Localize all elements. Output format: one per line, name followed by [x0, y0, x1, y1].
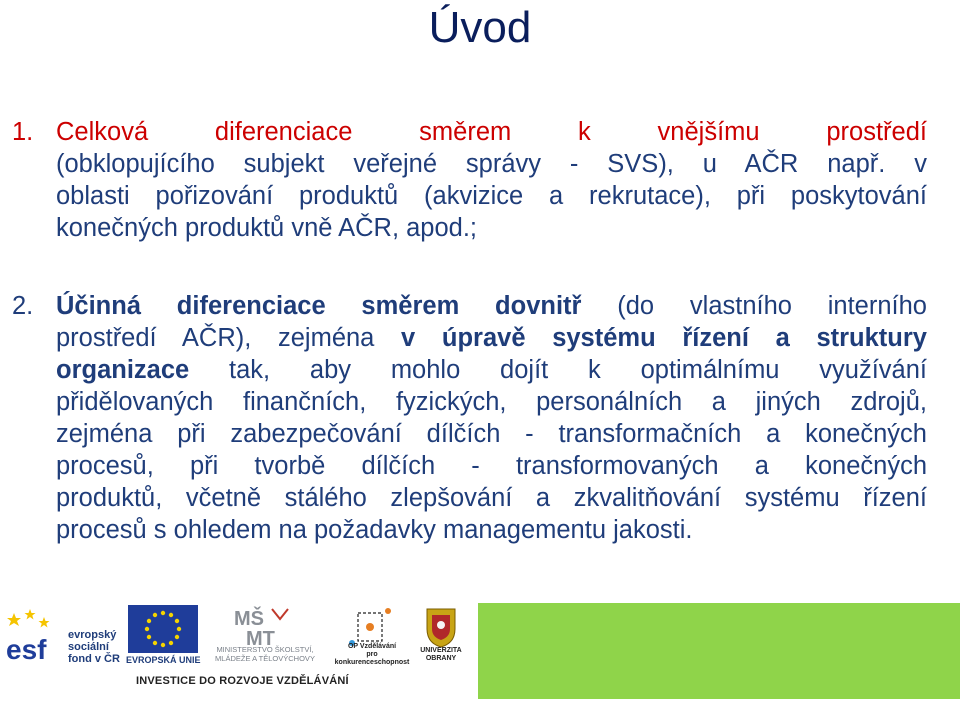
footer-logo-strip [0, 601, 960, 701]
svg-text:MT: MT [246, 628, 275, 649]
item2-line2: prostředí AČR), zejména v úpravě systému řízení a struktury [56, 324, 927, 352]
item1-line2: (obklopujícího subjekt veřejné správy - SVS), u AČR např. v [56, 150, 927, 178]
item2-line4: přidělovaných finančních, fyzických, personálních a jiných zdrojů, [56, 388, 927, 416]
list-item-1 [12, 116, 927, 244]
page-title: Úvod [428, 3, 532, 52]
op-label: OP Vzdělávání pro konkurenceschopnost [334, 643, 410, 666]
esf-logo-icon [4, 607, 62, 665]
item2-bold1: Účinná diferenciace směrem dovnitř [56, 292, 582, 320]
msmt-label: MINISTERSTVO ŠKOLSTVÍ, MLÁDEŽE A TĚLOVÝCHOVY [215, 645, 315, 663]
university-crest-icon [424, 605, 458, 649]
item2-line3: organizace tak, aby mohlo dojít k optimálnímu využívání [56, 356, 927, 384]
item2-number: 2. [12, 292, 34, 320]
list-item-2 [12, 290, 927, 546]
svg-text:esf: esf [6, 634, 47, 665]
esf-label: evropský sociální fond v ČR [68, 629, 120, 665]
item2-line1: 2. Účinná diferenciace směrem dovnitř (do vlastního interního [12, 292, 927, 320]
item1-number: 1. [12, 118, 34, 146]
university-label: UNIVERZITA OBRANY [420, 647, 462, 662]
green-bar [478, 603, 960, 699]
logo-bar [0, 601, 478, 701]
eu-label: EVROPSKÁ UNIE [126, 655, 201, 665]
eu-flag-icon [128, 605, 198, 653]
item2-bold3: organizace [56, 356, 190, 384]
item2-bold2: v úpravě systému řízení a struktury [401, 324, 927, 352]
item1-line1: 1. Celková diferenciace směrem k vnějšímu prostředí [12, 118, 927, 146]
item2-line7: produktů, včetně stálého zlepšování a zkvalitňování systému řízení [56, 484, 927, 512]
item2-line6: procesů, při tvorbě dílčích - transformovaných a konečných [56, 452, 927, 480]
svg-text:MŠ: MŠ [234, 608, 264, 630]
msmt-logo-icon [232, 605, 298, 649]
invest-label: INVESTICE DO ROZVOJE VZDĚLÁVÁNÍ [136, 675, 349, 687]
item1-line3: oblasti pořizování produktů (akvizice a rekrutace), při poskytování [56, 182, 927, 210]
item1-line4: konečných produktů vně AČR, apod.; [56, 214, 478, 242]
item2-line8: procesů s ohledem na požadavky managementu jakosti. [56, 516, 693, 544]
item2-line5: zejména při zabezpečování dílčích - transformačních a konečných [56, 420, 927, 448]
